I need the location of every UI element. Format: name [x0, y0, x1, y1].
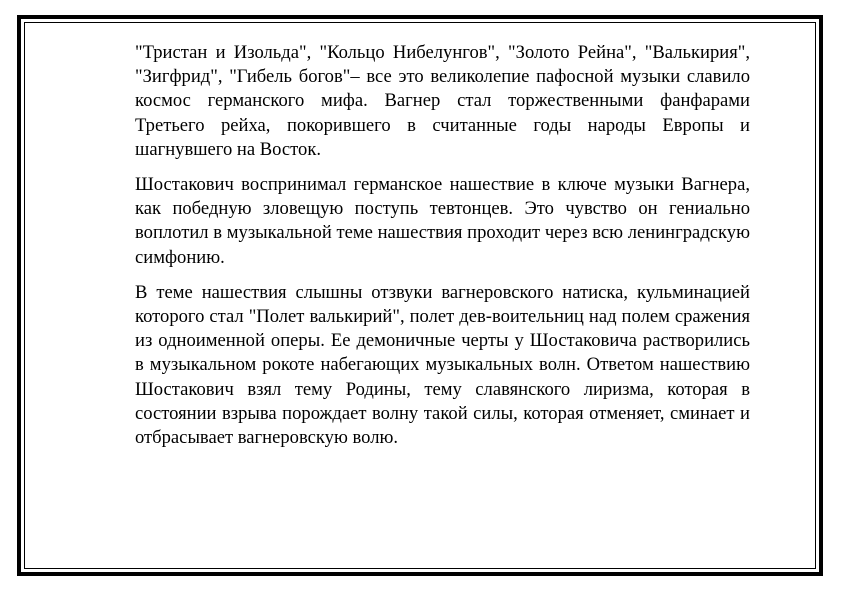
paragraph-1: "Тристан и Изольда", "Кольцо Нибелунгов", "Золото Рейна", "Валькирия", "Зигфрид", "Гибель богов"– все это великолепие пафосной музыки славило космос германского мифа. Вагнер стал торжественными фанфарами Третьего рейха, покорившего в считанные годы народы Европы и шагнувшего на Восток.: [135, 42, 750, 160]
document-body: [135, 41, 750, 461]
paragraph-2: Шостакович воспринимал германское нашествие в ключе музыки Вагнера, как победную зловещую поступь тевтонцев. Это чувство он гениально воплотил в музыкальной теме нашествия проходит через всю ленинградскую симфонию.: [135, 174, 750, 268]
paragraph-3: В теме нашествия слышны отзвуки вагнеровского натиска, кульминацией которого стал "Полет валькирий", полет дев-воительниц над полем сражения из одноименной оперы. Ее демоничные черты у Шостаковича растворились в музыкальном рокоте набегающих музыкальных волн. Ответом нашествию Шостакович взял тему Родины, тему славянского лиризма, которая в состоянии взрыва порождает волну такой силы, которая отменяет, сминает и отбрасывает вагнеровскую волю.: [135, 281, 750, 449]
